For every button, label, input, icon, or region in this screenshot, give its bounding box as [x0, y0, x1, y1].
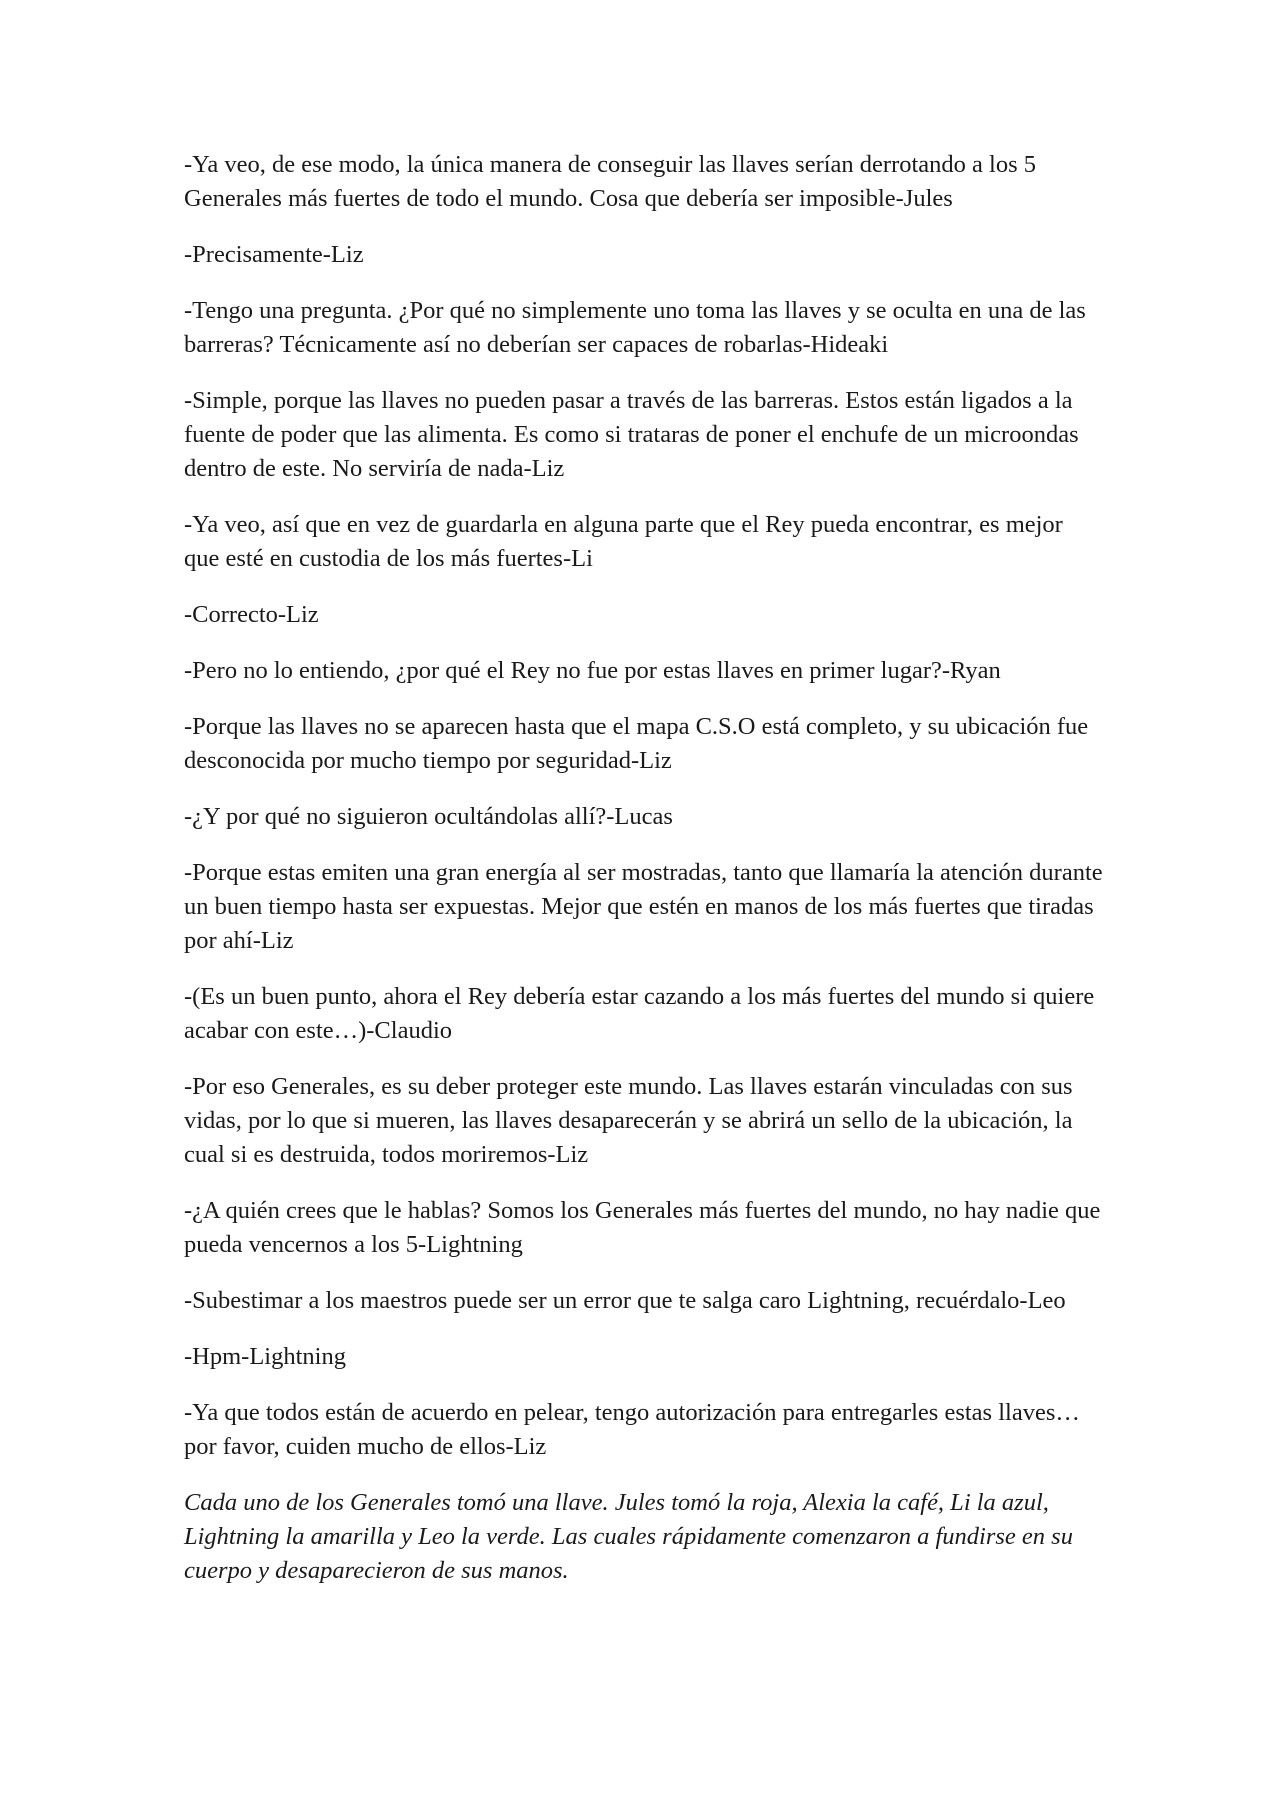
paragraph-7: -Pero no lo entiendo, ¿por qué el Rey no fue por estas llaves en primer lugar?-Ryan	[184, 657, 1001, 684]
paragraph-6: -Correcto-Liz	[184, 601, 319, 628]
paragraph-2: -Precisamente-Liz	[184, 241, 364, 268]
paragraph-13: -¿A quién crees que le hablas? Somos los Generales más fuertes del mundo, no hay nadie que pueda vencernos a los 5-Lightning	[184, 1197, 1101, 1258]
document-body	[184, 148, 1104, 1610]
paragraph-1: -Ya veo, de ese modo, la única manera de conseguir las llaves serían derrotando a los 5 Generales más fuertes de todo el mundo. Cosa que debería ser imposible-Jules	[184, 151, 1037, 212]
paragraph-3: -Tengo una pregunta. ¿Por qué no simplemente uno toma las llaves y se oculta en una de las barreras? Técnicamente así no deberían ser capaces de robarlas-Hideaki	[184, 297, 1086, 358]
paragraph-16: -Ya que todos están de acuerdo en pelear, tengo autorización para entregarles estas llaves… por favor, cuiden mucho de ellos-Liz	[184, 1399, 1080, 1460]
paragraph-10: -Porque estas emiten una gran energía al ser mostradas, tanto que llamaría la atención durante un buen tiempo hasta ser expuestas. Mejor que estén en manos de los más fuertes que tiradas por ahí-Liz	[184, 859, 1103, 954]
paragraph-5: -Ya veo, así que en vez de guardarla en alguna parte que el Rey pueda encontrar, es mejor que esté en custodia de los más fuertes-Li	[184, 511, 1063, 572]
paragraph-12: -Por eso Generales, es su deber proteger este mundo. Las llaves estarán vinculadas con sus vidas, por lo que si mueren, las llaves desaparecerán y se abrirá un sello de la ubicación, la cual si es destruida, todos moriremos-Liz	[184, 1073, 1073, 1168]
paragraph-9: -¿Y por qué no siguieron ocultándolas allí?-Lucas	[184, 803, 673, 830]
paragraph-15: -Hpm-Lightning	[184, 1343, 346, 1370]
narration-paragraph: Cada uno de los Generales tomó una llave. Jules tomó la roja, Alexia la café, Li la azul, Lightning la amarilla y Leo la verde. Las cuales rápidamente comenzaron a fundirse en su cuerpo y desaparecieron de sus manos.	[184, 1489, 1073, 1584]
paragraph-8: -Porque las llaves no se aparecen hasta que el mapa C.S.O está completo, y su ubicación fue desconocida por mucho tiempo por seguridad-Liz	[184, 713, 1089, 774]
paragraph-14: -Subestimar a los maestros puede ser un error que te salga caro Lightning, recuérdalo-Leo	[184, 1287, 1066, 1314]
paragraph-11: -(Es un buen punto, ahora el Rey debería estar cazando a los más fuertes del mundo si quiere acabar con este…)-Claudio	[184, 983, 1095, 1044]
paragraph-4: -Simple, porque las llaves no pueden pasar a través de las barreras. Estos están ligados a la fuente de poder que las alimenta. Es como si trataras de poner el enchufe de un microondas dentro de este. No serviría de nada-Liz	[184, 387, 1079, 482]
